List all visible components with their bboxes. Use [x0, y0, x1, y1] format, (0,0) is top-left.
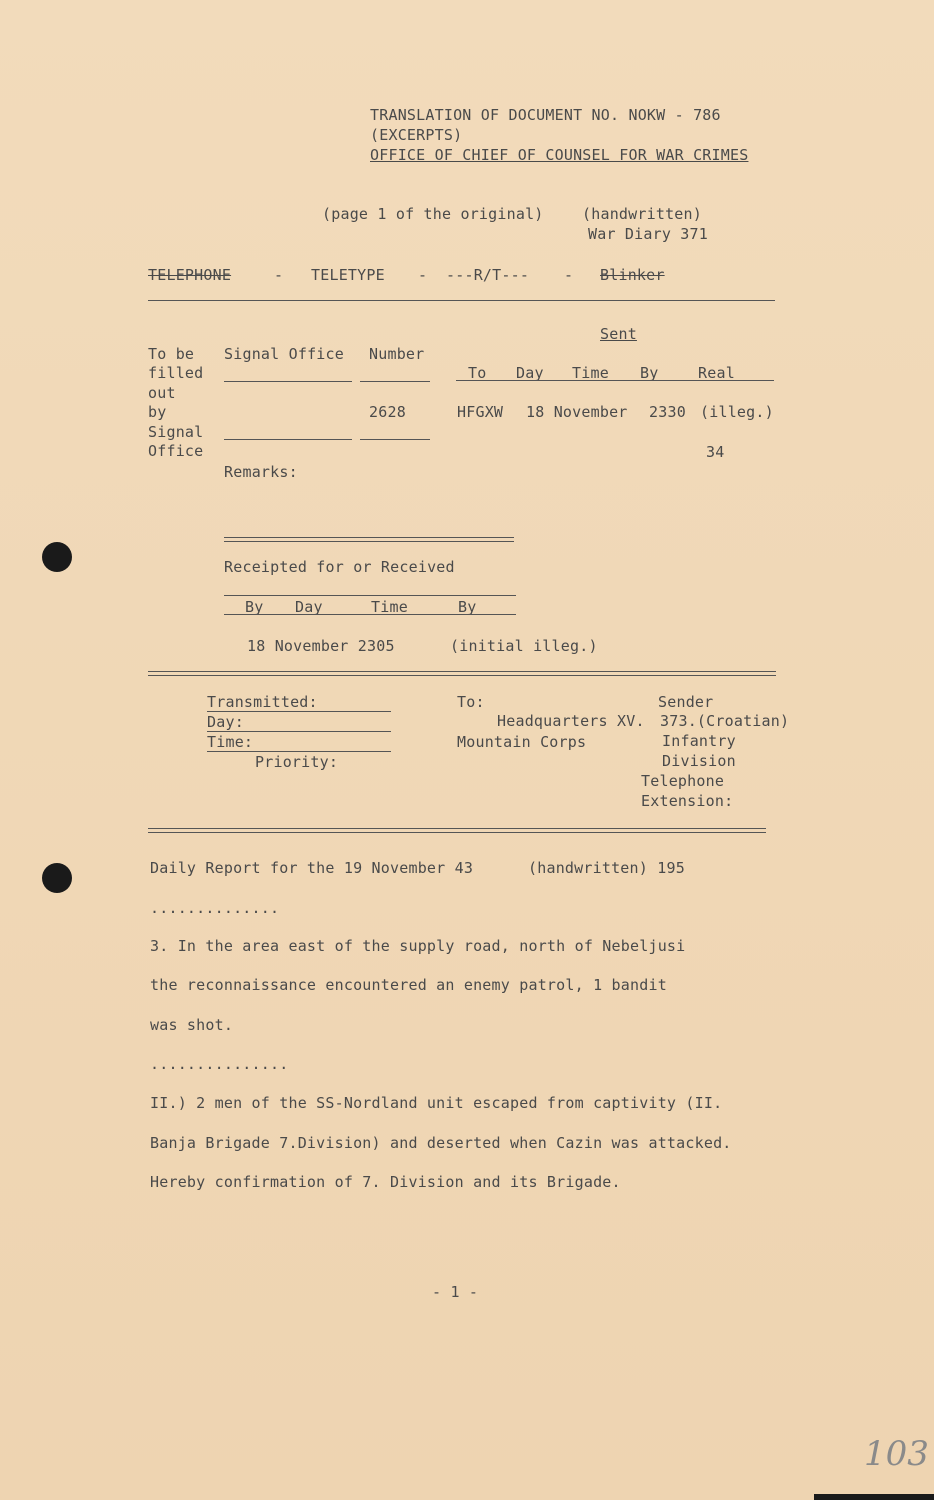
receipt-time-label: Time	[371, 598, 408, 616]
daily-report-line: Daily Report for the 19 November 43	[150, 859, 474, 877]
sent-by-value: (illeg.)	[700, 403, 774, 421]
receipt-initial: (initial illeg.)	[450, 637, 598, 655]
tobe-line-5: Signal	[148, 423, 204, 441]
sender-infantry: Infantry	[662, 732, 736, 750]
page-number: - 1 -	[432, 1283, 479, 1301]
sent-label: Sent	[600, 325, 637, 343]
day-label: Day:	[207, 713, 244, 731]
page-reference: (page 1 of the original)	[322, 205, 544, 223]
handwritten-label: (handwritten)	[582, 205, 702, 223]
sent-real-value: 34	[706, 443, 725, 461]
blinker-option: Blinker	[600, 266, 665, 284]
extension-label: Extension:	[641, 792, 734, 810]
tobe-line-3: out	[148, 384, 176, 402]
to-value: HFGXW	[457, 403, 504, 421]
punch-hole	[42, 863, 72, 893]
handwritten-page-number: 103	[864, 1434, 929, 1474]
receipt-line	[224, 614, 516, 615]
divider	[224, 537, 514, 542]
paragraph-2-line-3: Hereby confirmation of 7. Division and its Brigade.	[150, 1173, 621, 1191]
divider	[148, 300, 775, 301]
tobe-line-6: Office	[148, 442, 204, 460]
sent-time-label: Time	[572, 364, 609, 382]
field-line	[207, 731, 391, 732]
time-label: Time:	[207, 733, 254, 751]
field-line	[224, 439, 352, 440]
daily-report-handwritten: (handwritten) 195	[528, 859, 685, 877]
header-line-1: TRANSLATION OF DOCUMENT NO. NOKW - 786	[370, 106, 721, 124]
punch-hole	[42, 542, 72, 572]
receipt-day-label: Day	[295, 598, 323, 616]
teletype-option: TELETYPE	[311, 266, 385, 284]
telephone-option: TELEPHONE	[148, 266, 232, 284]
sender-unit: 373.(Croatian)	[660, 712, 790, 730]
headquarters-value: Headquarters XV.	[497, 712, 645, 730]
priority-label: Priority:	[255, 753, 339, 771]
tobe-line-4: by	[148, 403, 167, 421]
separator: -	[274, 266, 284, 284]
sent-to-label: To	[468, 364, 487, 382]
signal-office-label: Signal Office	[224, 345, 344, 363]
sent-real-label: Real	[698, 364, 735, 382]
sender-label: Sender	[658, 693, 714, 711]
divider	[148, 828, 766, 833]
war-diary-label: War Diary 371	[588, 225, 708, 243]
sent-time-value: 2330	[649, 403, 686, 421]
paragraph-2-line-1: II.) 2 men of the SS-Nordland unit escaped from captivity (II.	[150, 1094, 723, 1112]
remarks-label: Remarks:	[224, 463, 298, 481]
receipt-value: 18 November 2305	[247, 637, 395, 655]
number-value: 2628	[369, 403, 406, 421]
transmitted-label: Transmitted:	[207, 693, 318, 711]
tobe-line-2: filled	[148, 364, 204, 382]
sent-day-value: 18 November	[526, 403, 628, 421]
field-line	[360, 439, 430, 440]
omission-dots: ...............	[150, 1055, 289, 1073]
header-line-2: (EXCERPTS)	[370, 126, 463, 144]
telephone-label: Telephone	[641, 772, 725, 790]
sent-header-line	[456, 380, 774, 381]
paragraph-3-line-2: the reconnaissance encountered an enemy patrol, 1 bandit	[150, 976, 667, 994]
receipt-by-label: By	[245, 598, 264, 616]
paragraph-2-line-2: Banja Brigade 7.Division) and deserted when Cazin was attacked.	[150, 1134, 732, 1152]
receipt-by2-label: By	[458, 598, 477, 616]
omission-dots: ..............	[150, 899, 280, 917]
mountain-corps-value: Mountain Corps	[457, 733, 587, 751]
paragraph-3-line-3: was shot.	[150, 1016, 234, 1034]
number-label: Number	[369, 345, 425, 363]
receipt-line	[224, 595, 516, 596]
sender-division: Division	[662, 752, 736, 770]
sent-by-label: By	[640, 364, 659, 382]
field-line	[360, 381, 430, 382]
field-line	[224, 381, 352, 382]
paragraph-3-line-1: 3. In the area east of the supply road, north of Nebeljusi	[150, 937, 686, 955]
field-line	[207, 751, 391, 752]
tobe-line-1: To be	[148, 345, 195, 363]
to-label: To:	[457, 693, 485, 711]
receipt-title: Receipted for or Received	[224, 558, 455, 576]
rt-option: ---R/T---	[446, 266, 530, 284]
header-line-3: OFFICE OF CHIEF OF COUNSEL FOR WAR CRIMES	[370, 146, 749, 164]
separator: -	[564, 266, 574, 284]
sent-day-label: Day	[516, 364, 544, 382]
field-line	[207, 711, 391, 712]
separator: -	[418, 266, 428, 284]
divider	[148, 671, 776, 676]
scan-edge	[814, 1494, 934, 1500]
